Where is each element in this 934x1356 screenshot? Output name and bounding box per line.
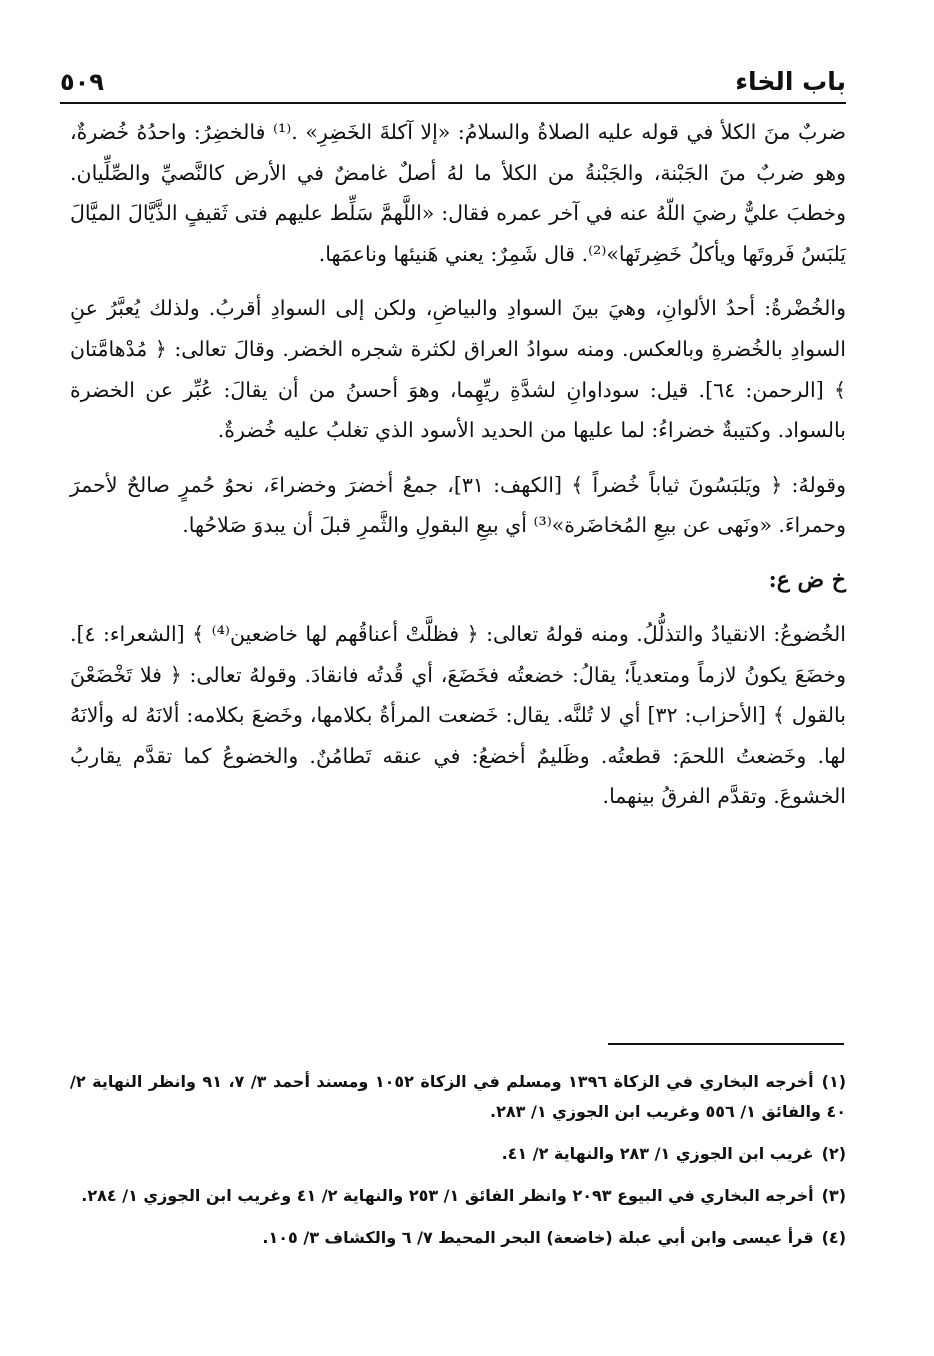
footnotes [70,1067,846,1265]
footnote-text: أخرجه البخاري في البيوع ٢٠٩٣ وانظر الفائق ١/ ٢٥٣ والنهاية ٢/ ٤١ وغريب ابن الجوزي ١/ ٢٨٤. [81,1186,814,1205]
paragraph: وقولهُ: ﴿ ويَلبَسُونَ ثياباً خُضراً ﴾ [الكهف: ٣١]، جمعُ أخضرَ وخضراءَ، نحوُ حُمرٍ صالحٌ لأحمرَ وحمراءَ. «ونَهى عن بيعِ المُخاضَرة»⁽³⁾ أي بيعِ البقولِ والثَّمرِ قبلَ أن يبدوَ صَلاحُها. [70,472,846,538]
main-text [70,112,846,831]
root-heading: خ ض ع: [768,566,846,593]
footnote [70,1067,846,1127]
footnote-number: (٣) [821,1186,846,1205]
footnote-text: قرأ عيسى وابن أبي عبلة (خاضعة) البحر المحيط ٧/ ٦ والكشاف ٣/ ١٠٥. [262,1228,814,1247]
footnote-number: (١) [821,1072,847,1091]
footnote-divider [608,1043,844,1045]
footnote [70,1181,846,1211]
paragraph: الخُضوعُ: الانقيادُ والتذلُّلُ. ومنه قولهُ تعالى: ﴿ فظلَّتْ أعناقُهم لها خاضعين⁽⁴⁾ ﴾ [الشعراء: ٤]. وخضَعَ يكونُ لازماً ومتعدياً؛ يقالُ: خضعتُه فخَضَعَ، أي قُدتُه فانقادَ. وقولهُ تعالى: ﴿ فلا تَخْضَعْنَ بالقول ﴾ [الأحزاب: ٣٢] أي لا تُلنَّه. يقال: خَضعت المرأةُ بكلامها، وخَضعَ بكلامه: ألانَهُ له وألانَهُ لها. وخَضعتُ اللحمَ: قطعتُه. وظَليمٌ أخضعُ: في عنقه تَطامُنٌ. والخضوعُ كما تقدَّم يقاربُ الخشوعَ. وتقدَّم الفرقُ بينهما. [70,621,846,809]
page-header [60,52,846,104]
footnote-text: أخرجه البخاري في الزكاة ١٣٩٦ ومسلم في الزكاة ١٠٥٢ ومسند أحمد ٣/ ٧، ٩١ وانظر النهاية ٢/ ٤٠ والفائق ١/ ٥٥٦ وغريب ابن الجوزي ١/ ٢٨٣. [70,1072,846,1121]
footnote [70,1139,846,1169]
footnote-number: (٤) [821,1228,846,1247]
paragraph: والخُضْرةُ: أحدُ الألوانِ، وهيَ بينَ السوادِ والبياضِ، ولكن إلى السوادِ أقربُ. ولذلك يُعبَّرُ عنِ السوادِ بالخُضرةِ وبالعكس. ومنه سوادُ العراق لكثرة شجره الخضر. وقالَ تعالى: ﴿ مُدْهامَّتان ﴾ [الرحمن: ٦٤]. قيل: سوداوانِ لشدَّةِ ريِّهِما، وهوَ أحسنُ من أن يقالَ: عُبِّر عن الخضرة بالسواد. وكتيبةٌ خضراءُ: لما عليها من الحديد الأسود الذي تغلبُ عليه خُضرةٌ. [70,296,846,443]
footnote-number: (٢) [821,1144,846,1163]
page-number: ٥٠٩ [60,68,104,96]
paragraph: ضربٌ منَ الكلأ في قوله عليه الصلاةُ والسلامُ: «إلا آكلةَ الخَضِرِ» .⁽¹⁾ فالخضِرُ: واحدُهُ خُضرةٌ، وهو ضربٌ منَ الجَبْنة، والجَبْنةُ من الكلأ ما لهُ أصلٌ غامضٌ في الأرض كالنَّصيِّ والصِّلِّيان. وخطبَ عليٌّ رضيَ اللّهُ عنه في آخر عمره فقال: «اللَّهمَّ سَلِّط عليهم فتى ثَقيفٍ الذَّيَّالَ الميَّالَ يَلبَسُ فَروتَها ويأكلُ خَضِرتَها»⁽²⁾. قال شَمِرٌ: يعني هَنيئها وناعمَها. [70,120,847,266]
chapter-title: باب الخاء [735,67,846,96]
footnote-text: غريب ابن الجوزي ١/ ٢٨٣ والنهاية ٢/ ٤١. [501,1144,814,1163]
footnote [70,1223,846,1253]
